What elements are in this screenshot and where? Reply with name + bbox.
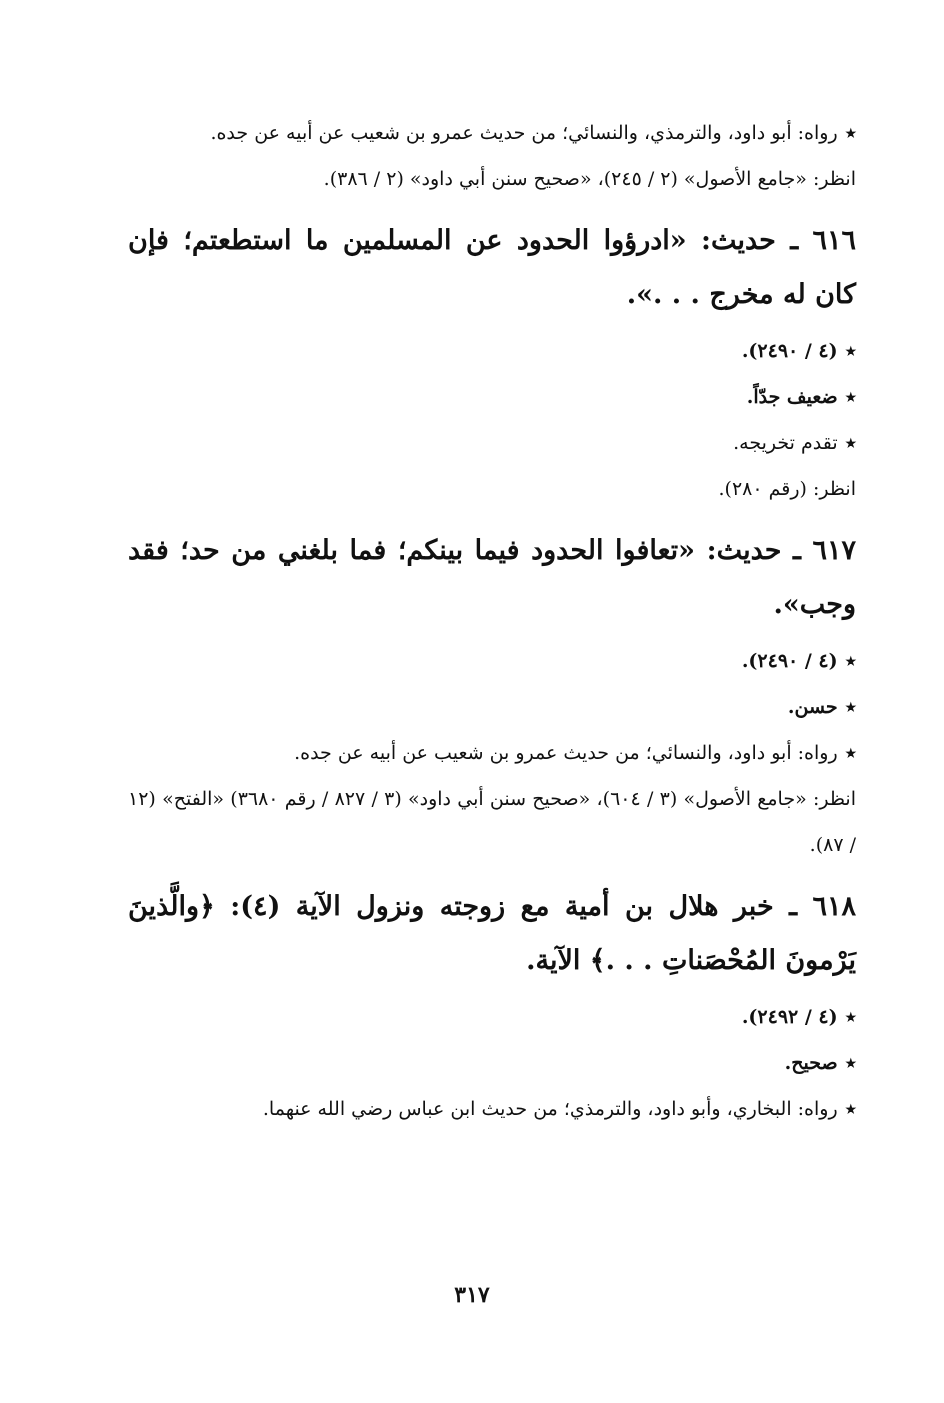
- entry-618: [128, 880, 856, 1132]
- entry-heading: ٦١٧ ـ حديث: «تعافوا الحدود فيما بينكم؛ فما بلغني من حد؛ فقد وجب».: [128, 535, 856, 620]
- entry-item-text: صحيح.: [784, 1052, 838, 1074]
- entry-item: [128, 1086, 856, 1132]
- bullet-star: ٭: [845, 1006, 856, 1028]
- bullet-star: ٭: [845, 340, 856, 362]
- entry-item: [128, 730, 856, 776]
- entry-item-text: (٤ / ٢٤٩٢).: [741, 1006, 838, 1028]
- entry-item: [128, 374, 856, 420]
- entry-item: [128, 328, 856, 374]
- entry-item-text: (٤ / ٢٤٩٠).: [741, 650, 838, 672]
- bullet-star: ٭: [845, 1052, 856, 1074]
- entry-item: [128, 684, 856, 730]
- bullet-star: ٭: [845, 432, 856, 454]
- page-number: ٣١٧: [454, 1282, 490, 1308]
- entry-references: انظر: (رقم ٢٨٠).: [718, 478, 856, 500]
- entry-item-text: رواه: أبو داود، والنسائي؛ من حديث عمرو بن شعيب عن أبيه عن جده.: [294, 742, 838, 764]
- entry-item: [128, 638, 856, 684]
- entry-item-text: ضعيف جدّاً.: [746, 386, 838, 408]
- intro-section: [128, 110, 856, 202]
- entry-references: انظر: «جامع الأصول» (٣ / ٦٠٤)، «صحيح سنن أبي داود» (٣ / ٨٢٧ / رقم ٣٦٨٠) «الفتح» (١٢ / ٨٧).: [128, 788, 856, 856]
- entry-item-text: (٤ / ٢٤٩٠).: [741, 340, 838, 362]
- entry-item-text: حسن.: [787, 696, 838, 718]
- entry-item: [128, 420, 856, 466]
- bullet-star: ٭: [845, 386, 856, 408]
- bullet-star: ٭: [845, 1098, 856, 1120]
- entry-617: [128, 524, 856, 868]
- entry-item-text: رواه: البخاري، وأبو داود، والترمذي؛ من حديث ابن عباس رضي الله عنهما.: [262, 1098, 838, 1120]
- bullet-star: ٭: [845, 122, 856, 144]
- entry-item: [128, 994, 856, 1040]
- intro-narration-paragraph: [128, 110, 856, 156]
- entry-heading: ٦١٦ ـ حديث: «ادرؤوا الحدود عن المسلمين ما استطعتم؛ فإن كان له مخرج . . .».: [128, 225, 856, 310]
- entry-616: [128, 214, 856, 512]
- entry-heading: ٦١٨ ـ خبر هلال بن أمية مع زوجته ونزول الآية (٤): ﴿والَّذينَ يَرْمونَ المُحْصَناتِ . . .﴾ الآية.: [128, 891, 857, 976]
- entry-item-text: تقدم تخريجه.: [733, 432, 838, 454]
- entry-item: [128, 1040, 856, 1086]
- bullet-star: ٭: [845, 696, 856, 718]
- intro-references: انظر: «جامع الأصول» (٢ / ٢٤٥)، «صحيح سنن أبي داود» (٢ / ٣٨٦).: [323, 168, 856, 190]
- page-body: [128, 110, 856, 1136]
- bullet-star: ٭: [845, 650, 856, 672]
- intro-narration: رواه: أبو داود، والترمذي، والنسائي؛ من حديث عمرو بن شعيب عن أبيه عن جده.: [210, 122, 838, 144]
- bullet-star: ٭: [845, 742, 856, 764]
